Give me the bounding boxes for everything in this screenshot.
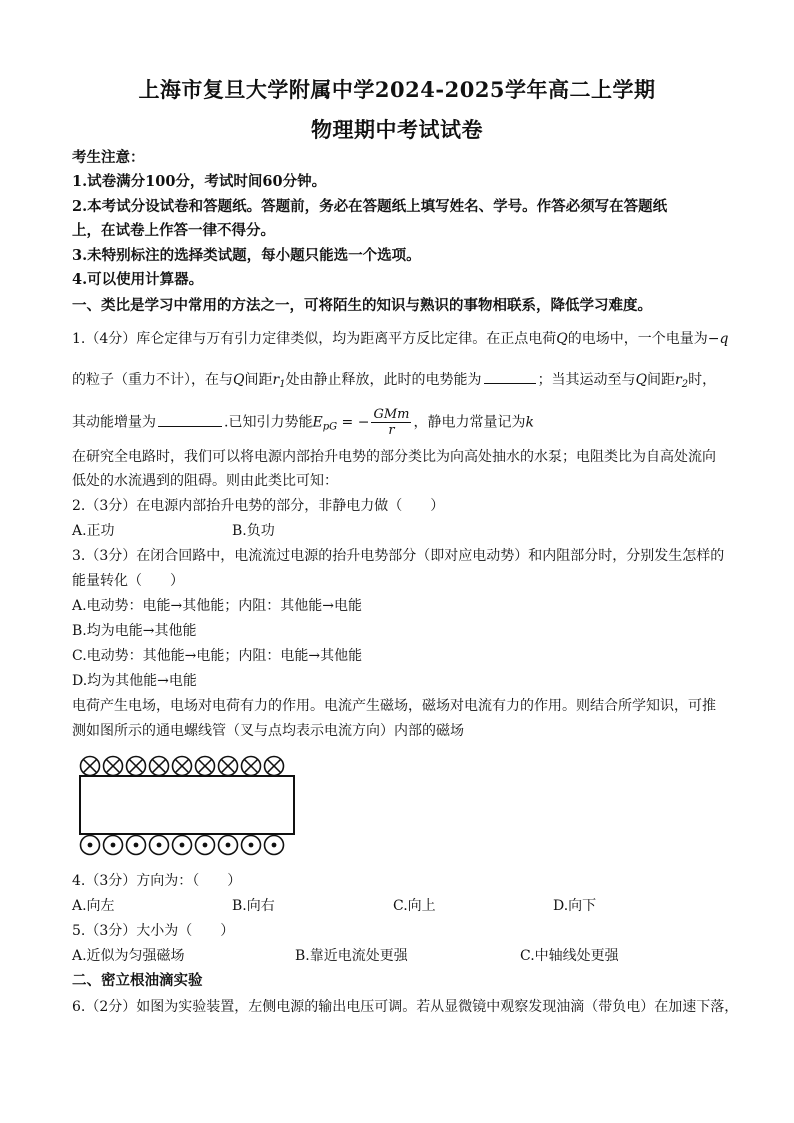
q5-option-a[interactable]: A.近似为匀强磁场 [72,948,185,964]
analogy-line-2: 低处的水流遇到的阻碍。则由此类比可知： [72,473,338,489]
dot-current-row [81,836,284,855]
current-out-of-page-icon [150,836,169,855]
q1-ep: E [312,414,323,431]
q1-l3a: 其动能增量为 [72,414,156,431]
exam-title-line2: 物理期中考试试卷 [311,117,483,142]
current-out-of-page-icon [81,836,100,855]
current-out-of-page-icon [242,836,261,855]
current-into-page-icon [104,757,123,776]
analogy-line-1: 在研究全电路时，我们可以将电源内部抬升电势的部分类比为向高处抽水的水泵；电阻类比为自高处流向 [72,449,716,465]
current-out-of-page-icon [173,836,192,855]
exam-title-line1: 上海市复旦大学附属中学2024-2025学年高二上学期 [138,77,656,102]
q1-l2b: 间距 [244,372,273,388]
notice-heading: 考生注意： [72,149,145,166]
current-into-page-icon [265,757,284,776]
q3-option-d[interactable]: D.均为其他能→电能 [72,673,197,689]
q1-r2: r [675,372,682,388]
notice-item-1: 1.试卷满分100分，考试时间60分钟。 [72,173,327,190]
q2-option-b[interactable]: B.负功 [232,523,275,539]
q3-stem-1: 3.（3分）在闭合回路中，电流流过电源的抬升电势部分（即对应电动势）和内阻部分时，分别发生怎样的 [72,548,725,564]
q3-option-a[interactable]: A.电动势：电能→其他能；内阻：其他能→电能 [72,598,363,614]
q4-option-a[interactable]: A.向左 [72,898,115,914]
current-out-of-page-icon [265,836,284,855]
q1-line-2 [72,371,732,394]
q3-stem-2: 能量转化（ ） [72,573,184,589]
section-2-heading: 二、密立根油滴实验 [72,972,203,989]
current-out-of-page-icon [127,836,146,855]
q1-prefix: 1.（4分）库仑定律与万有引力定律类似，均为距离平方反比定律。在正点电荷 [72,331,557,347]
q1-frac-num: GMm [373,407,410,422]
q1-r2-sub: 2 [681,379,689,390]
q3-option-b[interactable]: B.均为电能→其他能 [72,623,197,639]
q1-l2f: 时， [688,372,717,388]
q2-stem: 2.（3分）在电源内部抬升电势的部分，非静电力做（ ） [72,498,445,514]
q5-stem: 5.（3分）大小为（ ） [72,923,235,939]
q1-l2-Q2: Q [635,372,648,388]
q4-option-c[interactable]: C.向上 [393,898,436,914]
current-into-page-icon [242,757,261,776]
solenoid-body [80,776,294,834]
q1-k: k [525,414,534,431]
notice-item-2a: 2.本考试分设试卷和答题纸。答题前，务必在答题纸上填写姓名、学号。作答必须写在答题纸 [72,198,668,215]
q1-fraction [371,407,411,438]
q1-frac-den: r [388,423,395,438]
cross-current-row [81,757,284,776]
q1-r1-sub: 1 [279,379,286,390]
q1-l3c: ，静电力常量记为 [413,414,526,431]
q1-l2d: ；当其运动至与 [537,372,636,388]
solenoid-intro-2: 测如图所示的通电螺线管（叉与点均表示电流方向）内部的磁场 [72,723,464,739]
current-out-of-page-icon [219,836,238,855]
current-out-of-page-icon [196,836,215,855]
q4-stem: 4.（3分）方向为：（ ） [72,873,242,889]
q1-r1: r [272,372,280,388]
q4-option-d[interactable]: D.向下 [553,898,597,914]
q1-symbol-Q: Q [556,331,568,347]
q1-l2a: 的粒子（重力不计），在与 [72,372,233,388]
q1-l3b: .已知引力势能 [224,414,313,431]
notice-item-4: 4.可以使用计算器。 [72,271,204,288]
q1-line-3 [72,407,732,442]
notice-item-3: 3.未特别标注的选择类试题，每小题只能选一个选项。 [72,247,421,264]
q5-option-b[interactable]: B.靠近电流处更强 [295,948,408,964]
q3-option-c[interactable]: C.电动势：其他能→电能；内阻：电能→其他能 [72,648,363,664]
q1-l2c: 处由静止释放，此时的电势能为 [285,372,482,388]
q1-answer-blank-1[interactable] [484,371,536,384]
current-into-page-icon [196,757,215,776]
q5-option-c[interactable]: C.中轴线处更强 [520,948,619,964]
q6-stem: 6.（2分）如图为实验装置，左侧电源的输出电压可调。若从显微镜中观察发现油滴（带负电）在加速下落， [72,999,739,1015]
current-into-page-icon [81,757,100,776]
q1-ep-sub: pG [322,421,338,433]
q1-l2-Q: Q [233,372,245,388]
q1-symbol-q: q [719,331,729,347]
q1-eq: = − [337,414,370,431]
q1-answer-blank-2[interactable] [158,414,222,427]
solenoid-figure [74,752,304,862]
q1-l2e: 间距 [647,372,676,388]
q2-option-a[interactable]: A.正功 [72,523,115,539]
current-into-page-icon [173,757,192,776]
current-into-page-icon [127,757,146,776]
q1-line-1 [72,330,732,348]
notice-item-2b: 上，在试卷上作答一律不得分。 [72,222,275,239]
current-into-page-icon [150,757,169,776]
q1-mid: 的电场中，一个电量为− [567,331,720,347]
solenoid-intro-1: 电荷产生电场，电场对电荷有力的作用。电流产生磁场，磁场对电流有力的作用。则结合所学知识，可推 [72,698,716,714]
section-1-heading: 一、类比是学习中常用的方法之一，可将陌生的知识与熟识的事物相联系，降低学习难度。 [72,297,652,314]
current-into-page-icon [219,757,238,776]
current-out-of-page-icon [104,836,123,855]
q4-option-b[interactable]: B.向右 [232,898,275,914]
